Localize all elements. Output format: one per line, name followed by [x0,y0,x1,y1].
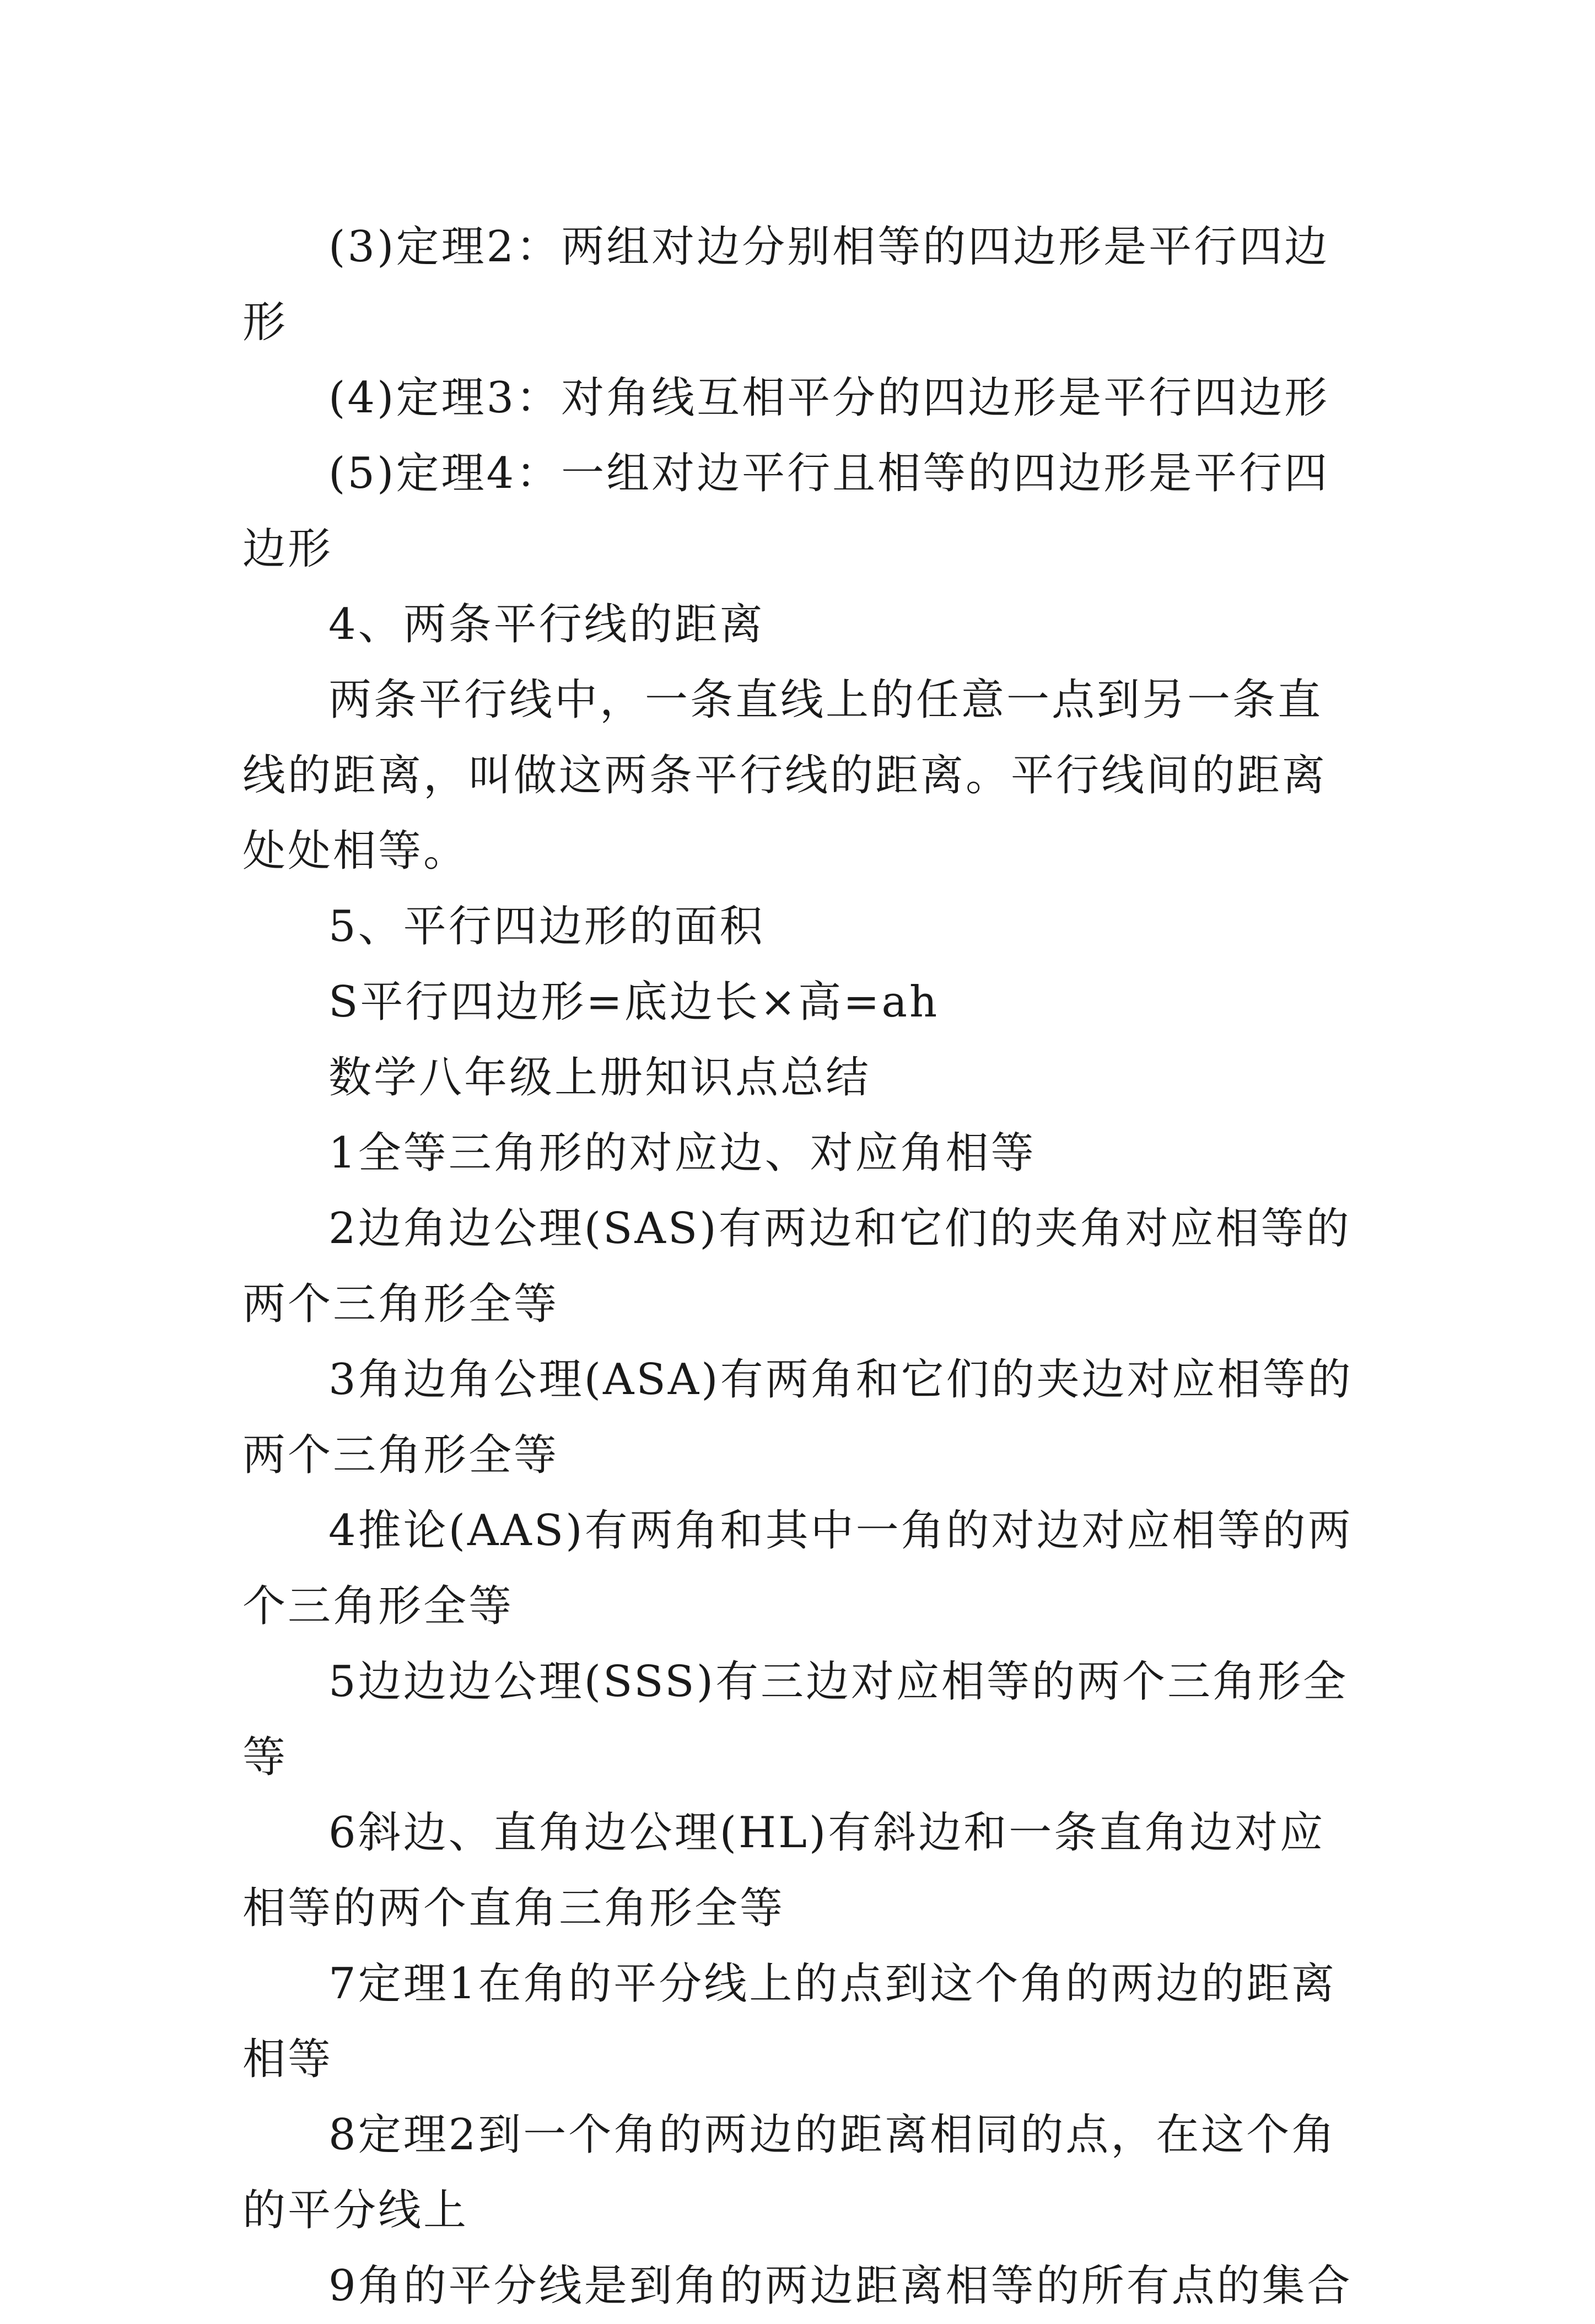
paragraph-point-9: 9角的平分线是到角的两边距离相等的所有点的集合 [328,2261,1352,2311]
document-body [243,209,1361,2324]
paragraph-area-formula: S平行四边形=底边长×高=ah [328,977,940,1027]
heading-parallel-distance: 4、两条平行线的距离 [328,600,765,649]
paragraph-point-2: 2边角边公理(SAS)有两边和它们的夹角对应相等的两个三角形全等 [243,1204,1351,1329]
paragraph-point-4: 4推论(AAS)有两角和其中一角的对边对应相等的两个三角形全等 [243,1506,1353,1631]
heading-parallelogram-area: 5、平行四边形的面积 [328,902,765,951]
paragraph-point-3: 3角边角公理(ASA)有两角和它们的夹边对应相等的两个三角形全等 [243,1355,1353,1480]
paragraph-point-7: 7定理1在角的平分线上的点到这个角的两边的距离相等 [243,1959,1337,2084]
paragraph-point-5: 5边边边公理(SSS)有三边对应相等的两个三角形全等 [243,1657,1349,1782]
paragraph-parallel-distance: 两条平行线中，一条直线上的任意一点到另一条直线的距离，叫做这两条平行线的距离。平行线间的距离处处相等。 [243,675,1328,876]
paragraph-point-8: 8定理2到一个角的两边的距离相同的点，在这个角的平分线上 [243,2110,1337,2235]
paragraph-theorem-2: (3)定理2：两组对边分别相等的四边形是平行四边形 [243,222,1330,347]
paragraph-theorem-3: (4)定理3：对角线互相平分的四边形是平行四边形 [328,373,1330,423]
paragraph-point-6: 6斜边、直角边公理(HL)有斜边和一条直角边对应相等的两个直角三角形全等 [243,1808,1325,1933]
paragraph-theorem-4: (5)定理4：一组对边平行且相等的四边形是平行四边形 [243,449,1330,574]
heading-grade8-summary: 数学八年级上册知识点总结 [328,1053,871,1102]
paragraph-point-1: 1全等三角形的对应边、对应角相等 [328,1128,1036,1178]
